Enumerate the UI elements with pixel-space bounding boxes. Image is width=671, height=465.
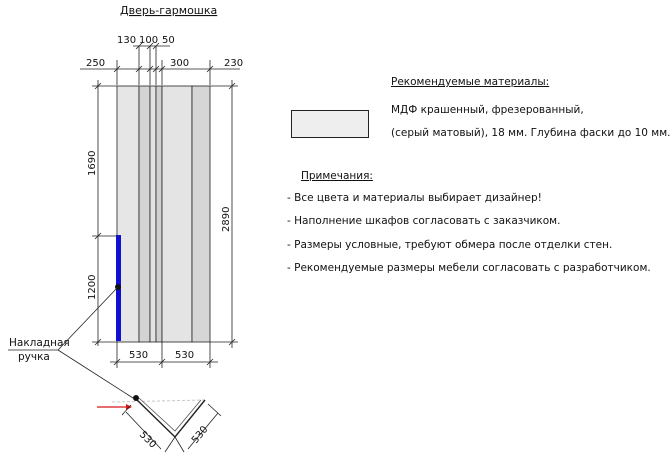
dim-top-100: 100 — [139, 35, 159, 46]
note-item: - Размеры условные, требуют обмера после отделки стен. — [287, 238, 613, 251]
plan-hinge-point — [133, 395, 139, 401]
drawing-title: Дверь-гармошка — [120, 4, 218, 17]
left-dimension-chain — [92, 80, 117, 346]
dim-left-1200: 1200 — [87, 274, 98, 300]
plan-view — [97, 395, 221, 452]
center-joint — [156, 86, 162, 342]
right-leaf-groove — [162, 86, 192, 342]
bottom-dimension-chain — [110, 342, 218, 368]
dim-top-250: 250 — [86, 58, 106, 69]
dim-bottom-left-530: 530 — [129, 350, 149, 361]
note-item: - Все цвета и материалы выбирает дизайнер! — [287, 192, 542, 204]
dim-top-50: 50 — [162, 35, 175, 46]
note-item: - Наполнение шкафов согласовать с заказчиком. — [287, 215, 561, 228]
plan-dim-right-530: 530 — [189, 424, 211, 446]
notes-list — [287, 192, 651, 285]
dim-right-2890: 2890 — [221, 206, 232, 232]
handle-label-line1: Накладная — [9, 337, 70, 349]
dim-top-230: 230 — [224, 58, 244, 69]
material-sample-swatch — [291, 110, 369, 138]
left-leaf-inner-panel — [150, 86, 156, 342]
materials-line-1: МДФ крашенный, фрезерованный, — [391, 104, 584, 116]
door-elevation — [115, 86, 210, 342]
note-item: - Рекомендуемые размеры мебели согласовать с разработчиком. — [287, 261, 651, 274]
right-leaf-outer-panel — [192, 86, 210, 342]
dim-top-130: 130 — [117, 35, 137, 46]
dim-top-300: 300 — [170, 58, 190, 69]
plan-dim-left-530: 530 — [136, 429, 159, 451]
dim-left-1690: 1690 — [87, 150, 98, 176]
materials-line-2: (серый матовый), 18 мм. Глубина фаски до 10 мм. — [391, 127, 671, 139]
dim-bottom-right-530: 530 — [175, 350, 195, 361]
materials-heading: Рекомендуемые материалы: — [391, 76, 550, 88]
left-leaf-groove — [139, 86, 150, 342]
notes-heading: Примечания: — [301, 170, 373, 182]
handle-label-line2: ручка — [18, 351, 50, 363]
